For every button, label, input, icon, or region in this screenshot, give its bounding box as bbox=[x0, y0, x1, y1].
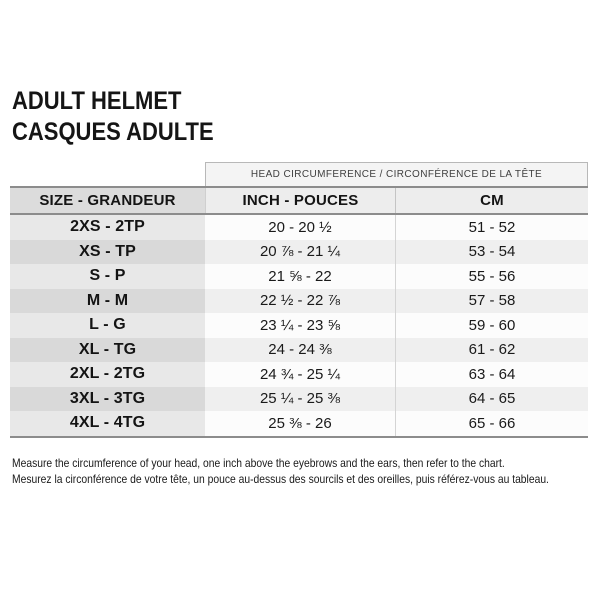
column-header-size: SIZE - GRANDEUR bbox=[10, 188, 205, 213]
size-cell: L - G bbox=[10, 313, 205, 338]
cm-cell: 57 - 58 bbox=[395, 289, 588, 314]
inch-cell: 23 ¼ - 23 ⅝ bbox=[205, 313, 395, 338]
size-cell: XL - TG bbox=[10, 338, 205, 363]
table-row bbox=[10, 289, 588, 314]
table-row bbox=[10, 215, 588, 240]
column-header-cm: CM bbox=[395, 188, 588, 213]
page-title bbox=[12, 86, 214, 147]
page-title-fr: CASQUES ADULTE bbox=[12, 117, 214, 146]
cm-cell: 64 - 65 bbox=[395, 387, 588, 412]
table-row bbox=[10, 338, 588, 363]
size-cell: XS - TP bbox=[10, 240, 205, 265]
table-row bbox=[10, 387, 588, 412]
page-title-en: ADULT HELMET bbox=[12, 87, 182, 115]
table-row bbox=[10, 362, 588, 387]
size-table bbox=[10, 162, 588, 438]
cm-cell: 59 - 60 bbox=[395, 313, 588, 338]
table-row bbox=[10, 411, 588, 436]
size-table-grid bbox=[10, 186, 588, 438]
inch-cell: 20 ⅞ - 21 ¼ bbox=[205, 240, 395, 265]
inch-cell: 24 ¾ - 25 ¼ bbox=[205, 362, 395, 387]
size-cell: S - P bbox=[10, 264, 205, 289]
cm-cell: 65 - 66 bbox=[395, 411, 588, 436]
cm-cell: 63 - 64 bbox=[395, 362, 588, 387]
size-cell: 3XL - 3TG bbox=[10, 387, 205, 412]
table-row bbox=[10, 313, 588, 338]
size-cell: 2XL - 2TG bbox=[10, 362, 205, 387]
column-header-inch: INCH - POUCES bbox=[205, 188, 395, 213]
table-row bbox=[10, 240, 588, 265]
inch-cell: 22 ½ - 22 ⅞ bbox=[205, 289, 395, 314]
measurement-instructions-fr: Mesurez la circonférence de votre tête, un pouce au-dessus des sourcils et des oreilles, puis référez-vous au tableau. bbox=[12, 471, 549, 486]
cm-cell: 55 - 56 bbox=[395, 264, 588, 289]
inch-cell: 24 - 24 ⅜ bbox=[205, 338, 395, 363]
cm-cell: 51 - 52 bbox=[395, 215, 588, 240]
cm-cell: 61 - 62 bbox=[395, 338, 588, 363]
inch-cell: 25 ¼ - 25 ⅜ bbox=[205, 387, 395, 412]
inch-cell: 20 - 20 ½ bbox=[205, 215, 395, 240]
head-circumference-header: HEAD CIRCUMFERENCE / CIRCONFÉRENCE DE LA TÊTE bbox=[205, 162, 588, 186]
cm-cell: 53 - 54 bbox=[395, 240, 588, 265]
size-cell: 4XL - 4TG bbox=[10, 411, 205, 436]
size-cell: M - M bbox=[10, 289, 205, 314]
measurement-instructions bbox=[12, 456, 549, 488]
measurement-instructions-en: Measure the circumference of your head, one inch above the eyebrows and the ears, then refer to the chart. bbox=[12, 456, 505, 470]
size-cell: 2XS - 2TP bbox=[10, 215, 205, 240]
table-header-row bbox=[10, 188, 588, 215]
inch-cell: 21 ⅝ - 22 bbox=[205, 264, 395, 289]
table-row bbox=[10, 264, 588, 289]
inch-cell: 25 ⅜ - 26 bbox=[205, 411, 395, 436]
